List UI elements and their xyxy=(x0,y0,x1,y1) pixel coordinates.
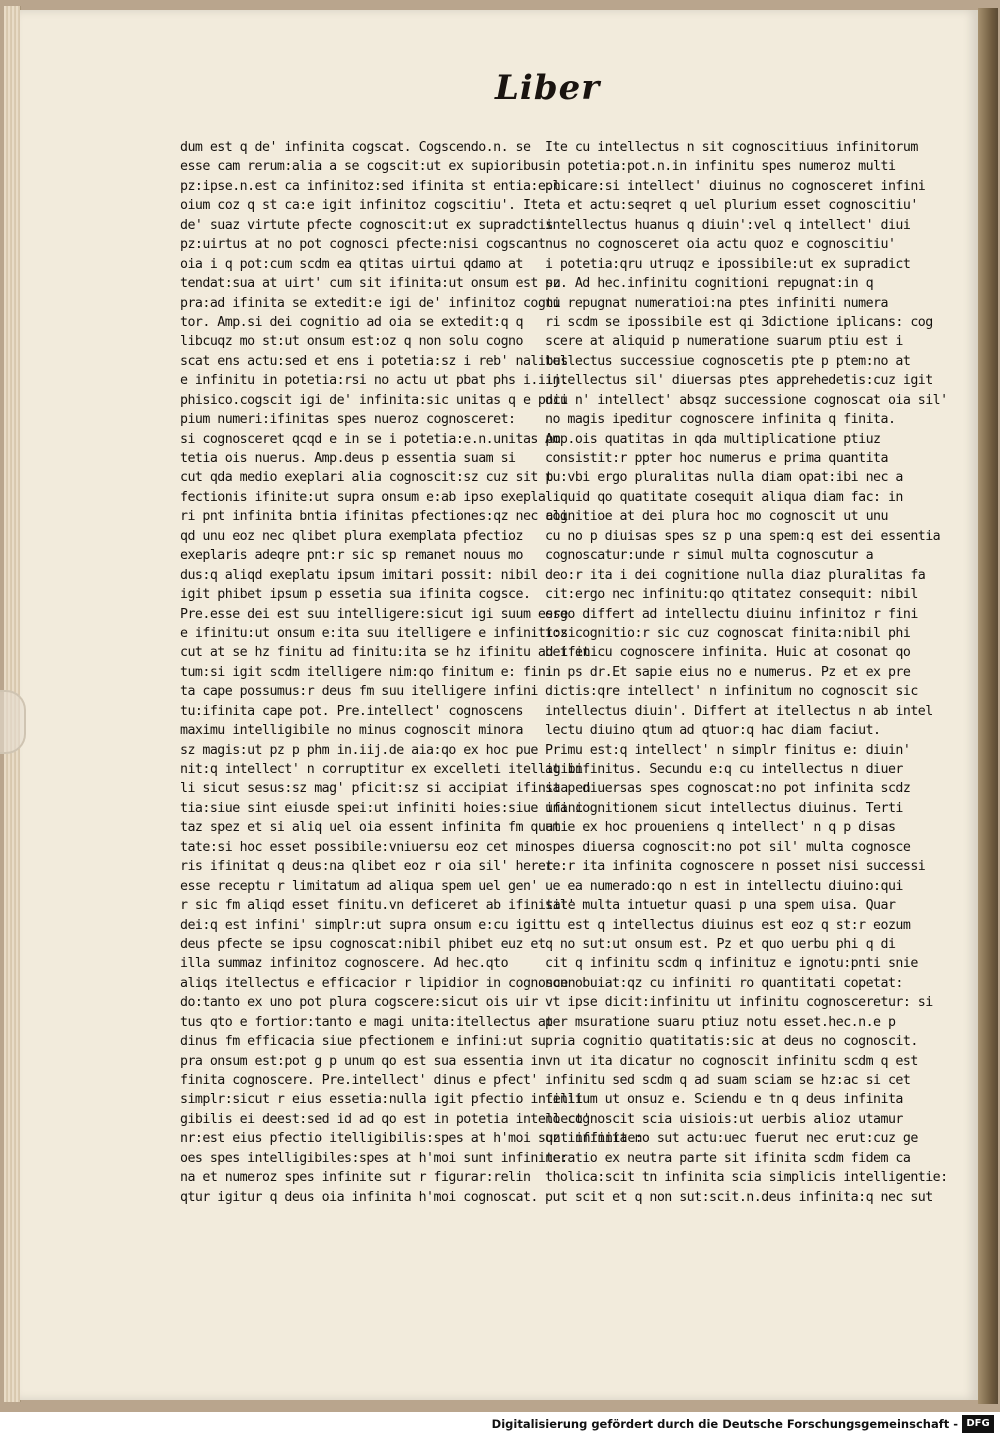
text-line: e ifinitu:ut onsum e:ita suu itelligere e infiniti:si xyxy=(180,625,576,641)
text-line: ta cape possumus:r deus fm suu itelligere infini xyxy=(180,684,538,700)
text-line: na et numeroz spes infinite sut r figurar:relin xyxy=(180,1170,531,1186)
text-line: no cognoscit scia uisiois:ut uerbis alioz utamur xyxy=(545,1111,903,1127)
text-line: cognitioe at dei plura hoc mo cognoscit ut unu xyxy=(545,509,888,525)
text-line: ergo differt ad intellectu diuinu infinitoz r fini xyxy=(545,606,918,622)
text-line: lectu diuino qtum ad qtuor:q hac diam faciut. xyxy=(545,723,881,739)
text-line: scere at aliquid p numeratione suarum ptiu est i xyxy=(545,334,903,350)
text-line: consistit:r ppter hoc numerus e prima quantita xyxy=(545,451,888,466)
text-line: si cognosceret qcqd e in se i potetia:e.n.unitas po xyxy=(180,431,561,447)
text-line: tia:siue sint eiusde spei:ut infiniti hoies:siue ifini xyxy=(180,800,583,816)
text-line: no magis ipeditur cognoscere infinita q finita. xyxy=(545,412,896,428)
text-line: qtur igitur q deus oia infinita h'moi cognoscat. xyxy=(180,1189,538,1205)
text-line: in ps dr.Et sapie eius no e numerus. Pz et ex pre xyxy=(545,664,911,680)
text-line: nus no cognosceret oia actu quoz e cognoscitiu' xyxy=(545,237,896,253)
text-line: r sic fm aliqd esset finitu.vn deficeret ab ifinitate xyxy=(180,898,576,914)
text-line: li sicut sesus:sz mag' pficit:sz si accipiat ifinita en xyxy=(180,781,591,797)
text-line: simplr:sicut r eius essetia:nulla igit pfectio intelli xyxy=(180,1092,583,1108)
text-line: ri scdm se ipossibile est qi 3dictione iplicans: cog xyxy=(545,314,933,330)
text-line: oes spes intelligibiles:spes at h'moi sunt infinite: xyxy=(180,1150,568,1166)
text-line: pra onsum est:pot g p unum qo est sua essentia in xyxy=(180,1053,546,1069)
text-line: intellectus huanus q diuin':vel q intellect' diui xyxy=(545,217,911,233)
text-line: exeplaris adeqre pnt:r sic sp remanet nouus mo xyxy=(180,548,523,564)
text-line: dus:q aliqd exeplatu ipsum imitari possit: nibil xyxy=(180,567,538,583)
text-line: q no sut:ut onsum est. Pz et quo uerbu phi q di xyxy=(545,936,896,952)
text-line: illa summaz infinitoz cognoscere. Ad hec.qto xyxy=(180,956,509,972)
text-line: maximu intelligibile no minus cognoscit minora xyxy=(180,723,523,739)
text-line: per msuratione suaru ptiuz notu esset.hec.n.e p xyxy=(545,1014,896,1030)
text-line: intellectus diuin'. Differt at itellectus n ab intel xyxy=(545,703,933,719)
text-line: tendat:sua at uirt' cum sit ifinita:ut onsum est su xyxy=(180,276,561,292)
text-line: de' suaz virtute pfecte cognoscit:ut ex supradctis xyxy=(180,217,553,233)
text-line: infinitu sed scdm q ad suam sciam se hz:ac si cet xyxy=(545,1073,911,1088)
right-text-column xyxy=(545,138,948,1207)
text-line: tellectus successiue cognoscetis pte p ptem:no at xyxy=(545,353,911,369)
text-line: aliqs itellectus e efficacior r lipidior in cognoscen xyxy=(180,975,576,991)
text-line: tum:si igit scdm itelligere nim:qo finitum e: fini xyxy=(180,664,553,680)
text-line: igit phibet ipsum p essetia sua ifinita cogsce. xyxy=(180,587,531,603)
text-line: Ite cu intellectus n sit cognoscitiuus infinitorum xyxy=(545,140,918,155)
text-line: at infinitus. Secundu e:q cu intellectus n diuer xyxy=(545,762,903,777)
text-line: ri pnt infinita bntia ifinitas pfectiones:qz nec ali xyxy=(180,509,568,525)
text-line: re:r ita infinita cognoscere n posset nisi successi xyxy=(545,859,926,875)
text-line: tus qto e fortior:tanto e magi unita:itellectus at xyxy=(180,1014,553,1030)
text-line: cu no p diuisas spes sz p una spem:q est dei essentia xyxy=(545,528,941,544)
text-line: liquid qo quatitate cosequit aliqua diam fac: in xyxy=(545,489,903,505)
text-line: pium numeri:ifinitas spes nueroz cognosceret: xyxy=(180,412,516,428)
text-line: pz:ipse.n.est ca infinitoz:sed ifinita st entia:e.n. xyxy=(180,178,568,194)
text-line: qz infinita no sut actu:uec fuerut nec erut:cuz ge xyxy=(545,1131,918,1147)
text-line: pria cognitio quatitatis:sic at deus no cognoscit. xyxy=(545,1034,918,1050)
text-line: taz spez et si aliq uel oia essent infinita fm quati xyxy=(180,820,568,836)
page-clip-mark xyxy=(0,690,26,754)
text-line: sa p diuersas spes cognoscat:no pot infinita scdz xyxy=(545,781,911,797)
text-line: plicare:si intellect' diuinus no cognosceret infini xyxy=(545,178,926,194)
text-line: toz cognitio:r sic cuz cognoscat finita:nibil phi xyxy=(545,625,911,641)
text-line: cut at se hz finitu ad finitu:ita se hz ifinitu ad ifini xyxy=(180,645,598,661)
text-line: ta et actu:seqret q uel plurium esset cognoscitiu' xyxy=(545,198,918,214)
text-line: tu est q intellectus diuinus est eoz q st:r eozum xyxy=(545,917,911,933)
text-line: esse receptu r limitatum ad aliqua spem uel gen' xyxy=(180,878,538,894)
text-line: ris ifinitat q deus:na qlibet eoz r oia sil' heret xyxy=(180,859,553,875)
text-line: fectionis ifinite:ut supra onsum e:ab ipso exepla xyxy=(180,489,546,505)
text-line: sil' multa intuetur quasi p una spem uisa. Quar xyxy=(545,898,896,914)
text-line: oia i q pot:cum scdm ea qtitas uirtui qdamo at xyxy=(180,256,523,272)
text-line: scat ens actu:sed et ens i potetia:sz i reb' nalibus xyxy=(180,353,568,369)
text-line: oium coz q st ca:e igit infinitoz cogscitiu'. Ite xyxy=(180,198,546,214)
left-text-column xyxy=(180,138,643,1207)
dfg-logo: DFG xyxy=(962,1415,994,1433)
text-line: qd unu eoz nec qlibet plura exemplata pfectioz xyxy=(180,528,523,544)
text-line: neratio ex neutra parte sit ifinita scdm fidem ca xyxy=(545,1150,911,1166)
text-line: vn ut ita dicatur no cognoscit infinitu scdm q est xyxy=(545,1053,918,1069)
text-line: libcuqz mo st:ut onsum est:oz q non solu cogno xyxy=(180,334,523,350)
text-line: cit:ergo nec infinitu:qo qtitatez consequit: nibil xyxy=(545,587,918,603)
text-line: tu:vbi ergo pluralitas nulla diam opat:ibi nec a xyxy=(545,470,903,486)
text-line: tate:si hoc esset possibile:vniuersu eoz cet mino xyxy=(180,839,546,855)
text-line: Primu est:q intellect' n simplr finitus e: diuin' xyxy=(545,742,911,758)
text-line: deus pfecte se ipsu cognoscat:nibil phibet euz et xyxy=(180,936,546,952)
text-line: nr:est eius pfectio itelligibilis:spes at h'moi sunt infinite: xyxy=(180,1131,643,1147)
text-line: dinus fm efficacia siue pfectionem e infini:ut su xyxy=(180,1034,546,1050)
text-line: pra:ad ifinita se extedit:e igi de' infinitoz cogni xyxy=(180,295,561,311)
text-line: esse cam rerum:alia a se cogscit:ut ex supioribus xyxy=(180,159,546,175)
text-line: in potetia:pot.n.in infinitu spes numeroz multi xyxy=(545,159,896,175)
text-line: tor. Amp.si dei cognitio ad oia se extedit:q q xyxy=(180,314,523,330)
text-line: do:tanto ex uno pot plura cogscere:sicut ois uir xyxy=(180,995,538,1011)
book-binding-edge xyxy=(978,8,998,1404)
text-line: um e ex hoc proueniens q intellect' n q p disas xyxy=(545,820,896,836)
text-line: tholica:scit tn infinita scia simplicis intelligentie: xyxy=(545,1170,948,1186)
text-line: cut qda medio exeplari alia cognoscit:sz cuz sit p xyxy=(180,470,553,486)
text-line: tu repugnat numeratioi:na ptes infiniti numera xyxy=(545,295,888,311)
text-line: pz. Ad hec.infinitu cognitioni repugnat:in q xyxy=(545,276,874,292)
text-line: phisico.cogscit igi de' infinita:sic unitas q e pnci xyxy=(180,392,568,408)
text-line: e infinitu in potetia:rsi no actu ut pbat phs i.iij. xyxy=(180,373,568,389)
footer-credit: Digitalisierung gefördert durch die Deutsche Forschungsgemeinschaft - xyxy=(491,1417,958,1431)
text-line: bet et cu cognoscere infinita. Huic at cosonat qo xyxy=(545,645,911,661)
text-line: put scit et q non sut:scit.n.deus infinita:q nec sut xyxy=(545,1189,933,1205)
text-line: tu:ifinita cape pot. Pre.intellect' cognoscens xyxy=(180,703,523,719)
text-line: finitum ut onsuz e. Sciendu e tn q deus infinita xyxy=(545,1092,903,1108)
text-line: Pre.esse dei est suu intelligere:sicut igi suum esse xyxy=(180,606,568,622)
text-line: diu n' intellect' absqz successione cognoscat oia sil' xyxy=(545,392,948,408)
running-head: Liber xyxy=(495,68,601,108)
text-line: dei:q est infini' simplr:ut supra onsum e:cu igit xyxy=(180,917,546,933)
text-line: deo:r ita i dei cognitione nulla diaz pluralitas fa xyxy=(545,567,926,583)
text-line: dum est q de' infinita cogscat. Cogscendo.n. se xyxy=(180,140,531,155)
text-line: pz:uirtus at no pot cognosci pfecte:nisi cogscant xyxy=(180,237,546,253)
text-line: sz magis:ut pz p phm in.iij.de aia:qo ex hoc pue xyxy=(180,742,538,758)
text-line: dictis:qre intellect' n infinitum no cognoscit sic xyxy=(545,684,918,700)
text-line: cognoscatur:unde r simul multa cognoscutur a xyxy=(545,548,874,564)
text-line: una cognitionem sicut intellectus diuinus. Terti xyxy=(545,800,903,816)
text-line: vt ipse dicit:infinitu ut infinitu cognosceretur: si xyxy=(545,995,933,1011)
digitization-footer xyxy=(0,1412,1000,1438)
text-line: spes diuersa cognoscit:no pot sil' multa cognosce xyxy=(545,839,911,855)
text-line: cit q infinitu scdm q infinituz e ignotu:pnti snie xyxy=(545,956,918,972)
text-line: tetia ois nuerus. Amp.deus p essentia suam si xyxy=(180,451,516,466)
text-line: intellectus sil' diuersas ptes apprehedetis:cuz igit xyxy=(545,373,933,389)
text-line: finita cognoscere. Pre.intellect' dinus e pfect' xyxy=(180,1073,538,1088)
text-line: nit:q intellect' n corruptitur ex excelleti itelligibi xyxy=(180,762,583,777)
text-line: non obuiat:qz cu infiniti ro quantitati copetat: xyxy=(545,975,903,991)
text-line: gibilis ei deest:sed id ad qo est in potetia intellect' xyxy=(180,1111,591,1127)
text-line: i potetia:qru utruqz e ipossibile:ut ex supradict xyxy=(545,256,911,272)
text-line: ue ea numerado:qo n est in intellectu diuino:qui xyxy=(545,878,903,894)
text-line: Amp.ois quatitas in qda multiplicatione ptiuz xyxy=(545,431,881,447)
